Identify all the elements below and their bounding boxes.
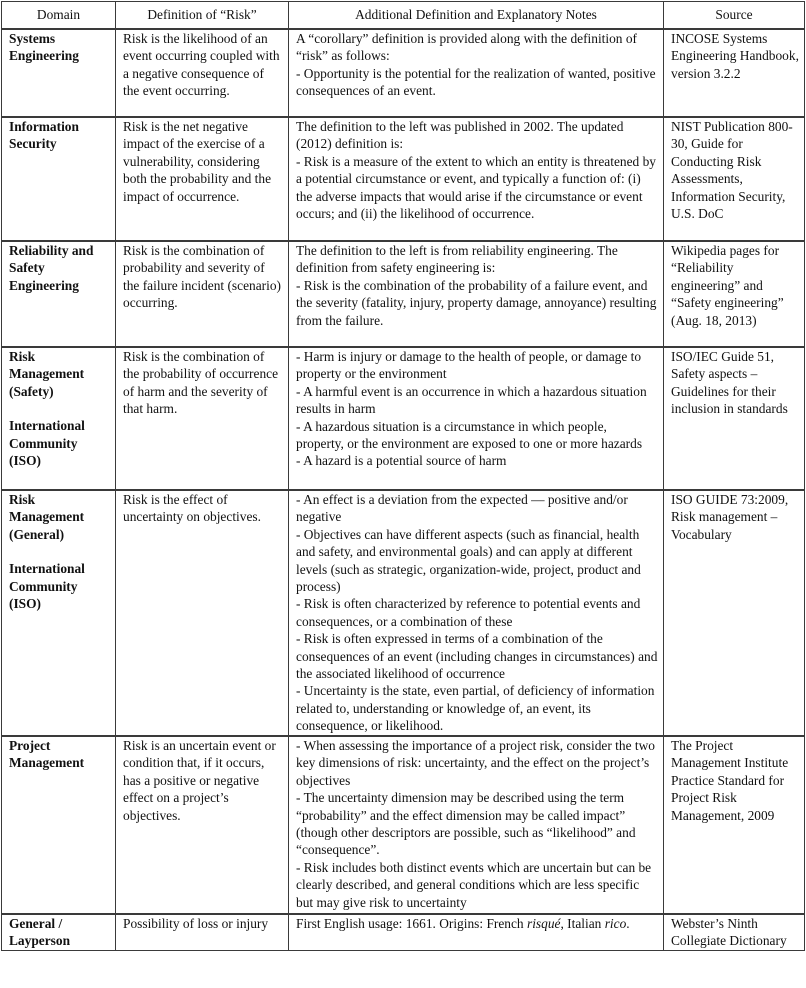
notes-cell [289, 347, 664, 490]
notes-text-italian: rico [604, 916, 627, 931]
notes-text-french: risqué [526, 916, 561, 931]
note-item: - Opportunity is the potential for the realization of wanted, positive consequences of an event. [296, 65, 656, 99]
header-domain: Domain [2, 2, 116, 30]
header-notes: Additional Definition and Explanatory Notes [289, 2, 664, 30]
table-row [2, 736, 805, 914]
domain-cell [2, 490, 116, 736]
definition-cell: Risk is the net negative impact of the exercise of a vulnerability, considering both the probability and the impact of occurrence. [116, 117, 289, 241]
source-cell: ISO GUIDE 73:2009, Risk management – Vocabulary [664, 490, 805, 736]
table-row [2, 241, 805, 347]
note-item: - A hazardous situation is a circumstance in which people, property, or the environment are exposed to one or more hazards [296, 418, 643, 452]
note-item: - Risk is often expressed in terms of a combination of the consequences of an event (including changes in circumstances) and the associated likelihood of occurrence [296, 631, 658, 682]
note-item: - A hazard is a potential source of harm [296, 453, 507, 469]
source-cell: INCOSE Systems Engineering Handbook, version 3.2.2 [664, 29, 805, 117]
note-item: - Risk is the combination of the probability of a failure event, and the severity (fatality, injury, property damage, annoyance) resulting from the failure. [296, 277, 657, 328]
domain-name: General / Layperson [9, 916, 71, 949]
header-row [2, 2, 805, 30]
table-row [2, 347, 805, 490]
domain-cell [2, 914, 116, 950]
notes-cell [289, 736, 664, 914]
notes-cell [289, 490, 664, 736]
note-item: - Objectives can have different aspects (such as financial, health and safety, and environmental goals) and can apply at different levels (such as strategic, organization-wide, project, product and process) [296, 526, 641, 595]
table-row [2, 117, 805, 241]
note-item: - Harm is injury or damage to the health of people, or damage to property or the environment [296, 349, 642, 382]
note-item: - The uncertainty dimension may be described using the term “probability” and the effect dimension may be called impact” (though other descriptors are possible, such as “likelihood” and “consequence”. [296, 790, 636, 858]
domain-name: Reliability and Safety Engineering [9, 243, 94, 293]
definition-cell: Risk is the effect of uncertainty on objectives. [116, 490, 289, 736]
domain-community: International Community (ISO) [9, 561, 85, 612]
domain-cell [2, 29, 116, 117]
notes-intro: The definition to the left is from reliability engineering. The definition from safety engineering is: [296, 243, 618, 276]
domain-name: Systems Engineering [9, 31, 79, 64]
definition-cell: Risk is an uncertain event or condition that, if it occurs, has a positive or negative effect on a project’s objectives. [116, 736, 289, 914]
header-definition: Definition of “Risk” [116, 2, 289, 30]
notes-intro: A “corollary” definition is provided along with the definition of “risk” as follows: [296, 31, 638, 64]
source-cell: The Project Management Institute Practice Standard for Project Risk Management, 2009 [664, 736, 805, 914]
header-source: Source [664, 2, 805, 30]
domain-name: Project Management [9, 738, 85, 771]
domain-name: Information Security [9, 119, 79, 152]
domain-cell [2, 117, 116, 241]
note-item: - Risk is a measure of the extent to which an entity is threatened by a potential circumstance or event, and typically a function of: (i) the adverse impacts that would arise if the circumstance or event occurs; and (ii) the likelihood of occurrence. [296, 153, 656, 222]
notes-text-suffix: . [626, 916, 630, 931]
note-item: - Risk includes both distinct events which are uncertain but can be clearly described, and general conditions which are less specific but may give risk to uncertainty [296, 859, 652, 910]
domain-name: Risk Management (Safety) [9, 349, 85, 399]
table-row [2, 490, 805, 736]
domain-name: Risk Management (General) [9, 492, 85, 542]
source-cell: Webster’s Ninth Collegiate Dictionary [664, 914, 805, 950]
note-item: - A harmful event is an occurrence in which a hazardous situation results in harm [296, 383, 647, 417]
source-cell: NIST Publication 800-30, Guide for Conducting Risk Assessments, Information Security, U.S. DoC [664, 117, 805, 241]
domain-cell [2, 347, 116, 490]
note-item: - Risk is often characterized by reference to potential events and consequences, or a combination of these [296, 596, 641, 629]
definition-cell: Possibility of loss or injury [116, 914, 289, 950]
notes-cell [289, 117, 664, 241]
definition-cell: Risk is the combination of the probability of occurrence of harm and the severity of that harm. [116, 347, 289, 490]
definition-cell: Risk is the combination of probability and severity of the failure incident (scenario) occurring. [116, 241, 289, 347]
table-row [2, 914, 805, 950]
notes-cell [289, 241, 664, 347]
notes-text-middle: , Italian [560, 916, 605, 931]
domain-cell [2, 241, 116, 347]
notes-cell [289, 914, 664, 950]
note-item: - When assessing the importance of a project risk, consider the two key dimensions of risk: uncertainty, and the effect on the project’s objectives [296, 738, 655, 788]
source-cell: ISO/IEC Guide 51, Safety aspects – Guidelines for their inclusion in standards [664, 347, 805, 490]
notes-cell [289, 29, 664, 117]
risk-definitions-table [1, 1, 805, 951]
domain-cell [2, 736, 116, 914]
domain-community: International Community (ISO) [9, 418, 85, 469]
notes-intro: The definition to the left was published in 2002. The updated (2012) definition is: [296, 119, 624, 152]
source-cell: Wikipedia pages for “Reliability engineering” and “Safety engineering” (Aug. 18, 2013) [664, 241, 805, 347]
notes-text-prefix: First English usage: 1661. Origins: French [296, 916, 527, 931]
note-item: - An effect is a deviation from the expected — positive and/or negative [296, 492, 628, 525]
table-row [2, 29, 805, 117]
definition-cell: Risk is the likelihood of an event occurring coupled with a negative consequence of the event occurring. [116, 29, 289, 117]
note-item: - Uncertainty is the state, even partial, of deficiency of information related to, understanding or knowledge of, an event, its consequence, or likelihood. [296, 683, 655, 734]
